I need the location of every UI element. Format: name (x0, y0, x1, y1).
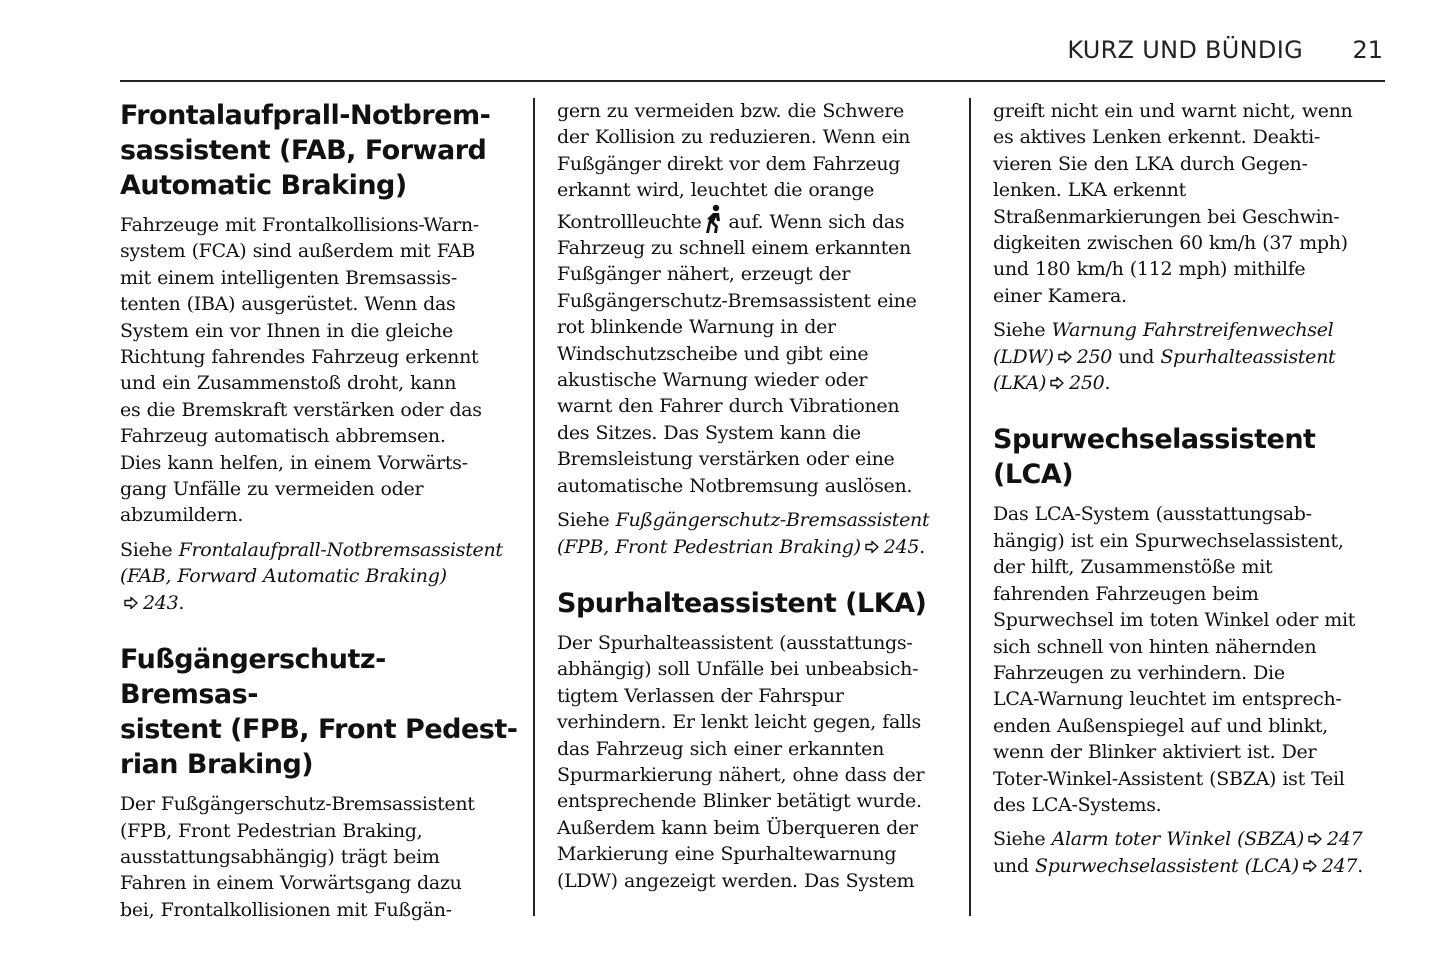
xref-link-sbza[interactable]: Alarm toter Winkel (SBZA) 247 (1051, 828, 1363, 851)
fab-body: Fahrzeuge mit Frontalkollisions-Warn- system (FCA) sind außerdem mit FAB mit einem intelligenten Bremsassis- tenten (IBA) ausgerüstet. Wenn das System ein vor Ihnen in die gleiche Richtung fahrendes Fahrzeug erkennt und ein Zusammenstoß droht, kann es die Bremskraft verstärken oder das Fahrzeug automatisch abbremsen. Dies kann helfen, in einem Vorwärts- gang Unfälle zu vermeiden oder abzumildern. (120, 214, 482, 527)
page-header (120, 30, 1385, 82)
column-3 (993, 98, 1385, 887)
page-reference-icon (1057, 349, 1073, 365)
pedestrian-warning-icon (704, 204, 726, 234)
page-reference-icon (1302, 858, 1318, 874)
fab-see-also: Siehe Frontalaufprall-Notbremsassistent (FAB, Forward Automatic Braking) 243. (120, 538, 503, 614)
lka-body: Der Spurhalteassistent (ausstattungs- abhängig) soll Unfälle bei unbeabsich- tigtem Verlassen der Fahrspur verhindern. Er lenkt leicht gegen, falls das Fahrzeug sich einer erkannten Spurmarkierung nähert, ohne dass der entsprechende Blinker betätigt wurde. Außerdem kann beim Überqueren der Markierung eine Spurhaltewarnung (LDW) angezeigt werden. Das System (557, 631, 925, 892)
lca-body: Das LCA-System (ausstattungsab- hängig) ist ein Spurwechselassistent, der hilft, Zusammenstöße mit fahrenden Fahrzeugen beim Spurwechsel im toten Winkel oder mit sich schnell von hinten nähernden Fahrzeugen zu verhindern. Die LCA-Warnung leuchtet im entsprech- enden Außenspiegel auf und blinkt, wenn der Blinker aktiviert ist. Der Toter-Winkel-Assistent (SBZA) ist Teil des LCA-Systems. (993, 503, 1356, 816)
section-heading-fpb: Fußgängerschutz-Bremsas- sistent (FPB, Front Pedest- rian Braking) (120, 644, 518, 781)
section-heading-fab: Frontalaufprall-Notbrem- sassistent (FAB, Forward Automatic Braking) (120, 100, 491, 201)
fpb-see-also: Siehe Fußgängerschutz-Bremsassistent (FPB, Front Pedestrian Braking) 245. (557, 509, 930, 558)
xref-link-lca[interactable]: Spurwechselassistent (LCA) 247 (1035, 854, 1358, 877)
page-reference-icon (123, 595, 139, 611)
page-number: 21 (1352, 36, 1383, 64)
column-divider (533, 98, 535, 916)
section-heading-lka: Spurhalteassistent (LKA) (557, 587, 927, 619)
page-reference-icon (1307, 831, 1323, 847)
column-1 (120, 98, 520, 931)
xref-link-fab[interactable]: Frontalaufprall-Notbremsassistent (FAB, Forward Automatic Braking) 243 (120, 538, 503, 614)
section-heading-lca: Spurwechselassistent (LCA) (993, 424, 1316, 491)
fpb-body: Der Fußgängerschutz-Bremsassistent (FPB, Front Pedestrian Braking, ausstattungsabhängig) trägt beim Fahren in einem Vorwärtsgang dazu bei, Frontalkollisionen mit Fußgän- (120, 793, 475, 921)
fpb-body-continued: gern zu vermeiden bzw. die Schwere der Kollision zu reduzieren. Wenn ein Fußgänger direkt vor dem Fahrzeug erkannt wird, leuchtet die orange Kontrollleuchte auf. Wenn sich das Fahrzeug zu schnell einem erkannten Fußgänger nähert, erzeugt der Fußgängerschutz-Bremsassistent eine rot blinkende Warnung in der Windschutzscheibe und gibt eine akustische Warnung wieder oder warnt den Fahrer durch Vibrationen des Sitzes. Das System kann die Bremsleistung verstärken oder eine automatische Notbremsung auslösen. (557, 100, 917, 497)
chapter-title: KURZ UND BÜNDIG (1067, 36, 1303, 64)
page-reference-icon (864, 539, 880, 555)
xref-link-ldw[interactable]: Warnung Fahrstreifenwechsel (LDW) 250 (993, 319, 1334, 368)
xref-link-fpb[interactable]: Fußgängerschutz-Bremsassistent (FPB, Front Pedestrian Braking) 245 (557, 509, 930, 558)
xref-link-lka[interactable]: Spurhalteassistent (LKA) 250 (993, 345, 1336, 395)
lca-see-also: Siehe Alarm toter Winkel (SBZA) 247 und Spurwechselassistent (LCA) 247. (993, 828, 1363, 877)
lka-body-continued: greift nicht ein und warnt nicht, wenn es aktives Lenken erkennt. Deakti- vieren Sie den LKA durch Gegen- lenken. LKA erkennt Straßenmarkierungen bei Geschwin- digkeiten zwischen 60 km/h (37 mph) und 180 km/h (112 mph) mithilfe einer Kamera. (993, 100, 1353, 307)
lka-see-also: Siehe Warnung Fahrstreifenwechsel (LDW) 250 und Spurhalteassistent (LKA) 250. (993, 319, 1336, 395)
page-reference-icon (1049, 375, 1065, 391)
column-divider (969, 98, 971, 916)
column-2 (557, 98, 952, 902)
